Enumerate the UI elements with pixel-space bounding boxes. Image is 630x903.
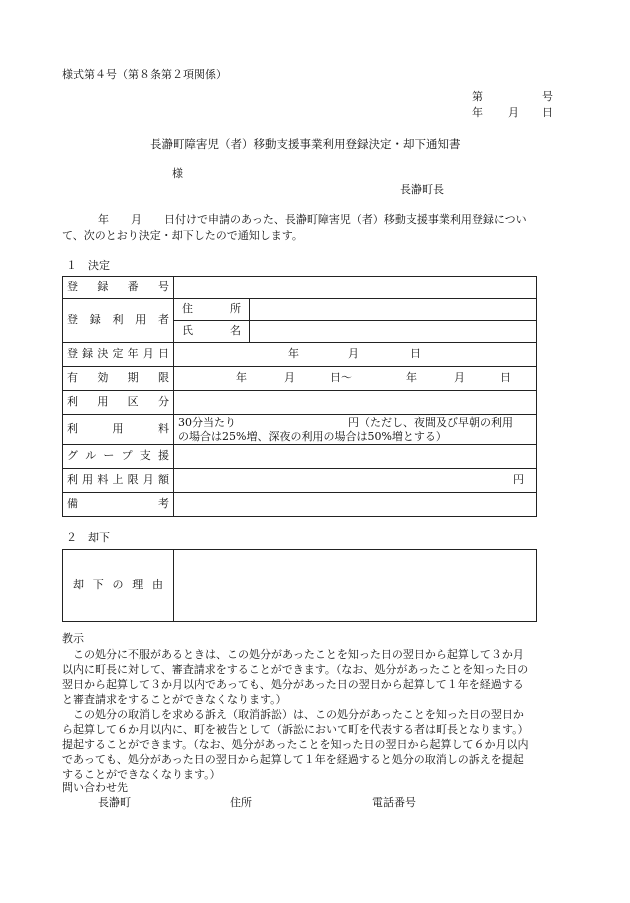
contact-org: 長瀞町 bbox=[98, 796, 131, 809]
row-group bbox=[63, 445, 537, 469]
label-address: 住 所 bbox=[182, 302, 241, 316]
label-user: 登 録 利 用 者 bbox=[67, 313, 169, 327]
field-validity: 年 月 日～ 年 月 日 bbox=[174, 367, 537, 391]
label-usage-class: 利 用 区 分 bbox=[67, 395, 169, 409]
row-reg-no bbox=[63, 277, 537, 299]
label-remarks: 備 考 bbox=[67, 497, 169, 511]
label-validity: 有 効 期 限 bbox=[67, 371, 169, 385]
field-remarks bbox=[174, 493, 537, 517]
label-decision-date: 登 録 決 定 年 月 日 bbox=[67, 347, 169, 361]
contact-phone: 電話番号 bbox=[372, 796, 416, 809]
row-fee-cap bbox=[63, 469, 537, 493]
decision-table bbox=[62, 276, 537, 517]
field-decision-date: 年 月 日 bbox=[174, 343, 537, 367]
field-address bbox=[250, 299, 537, 321]
field-name bbox=[250, 321, 537, 343]
intro-line-2: て、次のとおり決定・却下したので通知します。 bbox=[62, 229, 303, 242]
row-fee bbox=[63, 415, 537, 445]
label-rejection-reason: 却 下 の 理 由 bbox=[73, 578, 163, 592]
field-group bbox=[174, 445, 537, 469]
field-fee: 30分当たり 円（ただし、夜間及び早朝の利用 の場合は25%増、深夜の利用の場合は50%増とする） bbox=[174, 415, 537, 445]
row-user-address bbox=[63, 299, 537, 321]
intro-line-1: 年 月 日付けで申請のあった、長瀞町障害児（者）移動支援事業利用登録につい bbox=[98, 213, 527, 226]
date-year: 年 bbox=[472, 106, 483, 119]
field-fee-cap: 円 bbox=[174, 469, 537, 493]
date-month: 月 bbox=[508, 106, 519, 119]
label-reg-no: 登 録 番 号 bbox=[67, 280, 169, 294]
field-reg-no bbox=[174, 277, 537, 299]
label-fee-cap: 利 用 料 上 限 月 額 bbox=[67, 473, 169, 487]
contact-address: 住所 bbox=[230, 796, 252, 809]
label-group: グ ル ー プ 支 援 bbox=[67, 449, 169, 463]
label-name: 氏 名 bbox=[182, 324, 241, 338]
field-rejection-reason bbox=[174, 550, 537, 622]
section1-heading: １ 決定 bbox=[66, 259, 110, 272]
row-usage-class bbox=[63, 391, 537, 415]
row-remarks bbox=[63, 493, 537, 517]
sender: 長瀞町長 bbox=[400, 183, 444, 196]
notice-body: この処分に不服があるときは、この処分があったことを知った日の翌日から起算して３か月 以内に町長に対して、審査請求をすることができます。（なお、処分があったことを知った日の 翌日から起算して３か月以内であっても、処分があった日の翌日から起算して１年を経過する と審査請求をすることができなくなります。） この処分の取消しを求める訴え（取消訴訟）は、この処分があったことを知った日の翌日か ら起算して６か月以内に、町を被告として（訴訟において町を代表する者は町長となります。） 提起することができます。（なお、処分があったことを知った日の翌日から起算して６か月以内 であっても、処分があった日の翌日から起算して１年を経過すると処分の取消しの訴えを提起 することができなくなります。） bbox=[62, 648, 529, 781]
notice-heading: 教示 bbox=[62, 632, 84, 645]
row-decision-date bbox=[63, 343, 537, 367]
addressee-suffix: 様 bbox=[172, 167, 183, 180]
label-fee: 利 用 料 bbox=[67, 422, 169, 436]
field-usage-class bbox=[174, 391, 537, 415]
row-rejection bbox=[63, 550, 537, 622]
contact-heading: 問い合わせ先 bbox=[62, 781, 128, 794]
number-prefix: 第 bbox=[472, 90, 483, 103]
section2-heading: ２ 却下 bbox=[66, 531, 110, 544]
date-day: 日 bbox=[542, 106, 553, 119]
number-suffix: 号 bbox=[542, 90, 553, 103]
row-validity bbox=[63, 367, 537, 391]
rejection-table bbox=[62, 549, 537, 622]
document-title: 長瀞町障害児（者）移動支援事業利用登録決定・却下通知書 bbox=[150, 137, 461, 151]
form-id: 様式第４号（第８条第２項関係） bbox=[62, 68, 227, 81]
